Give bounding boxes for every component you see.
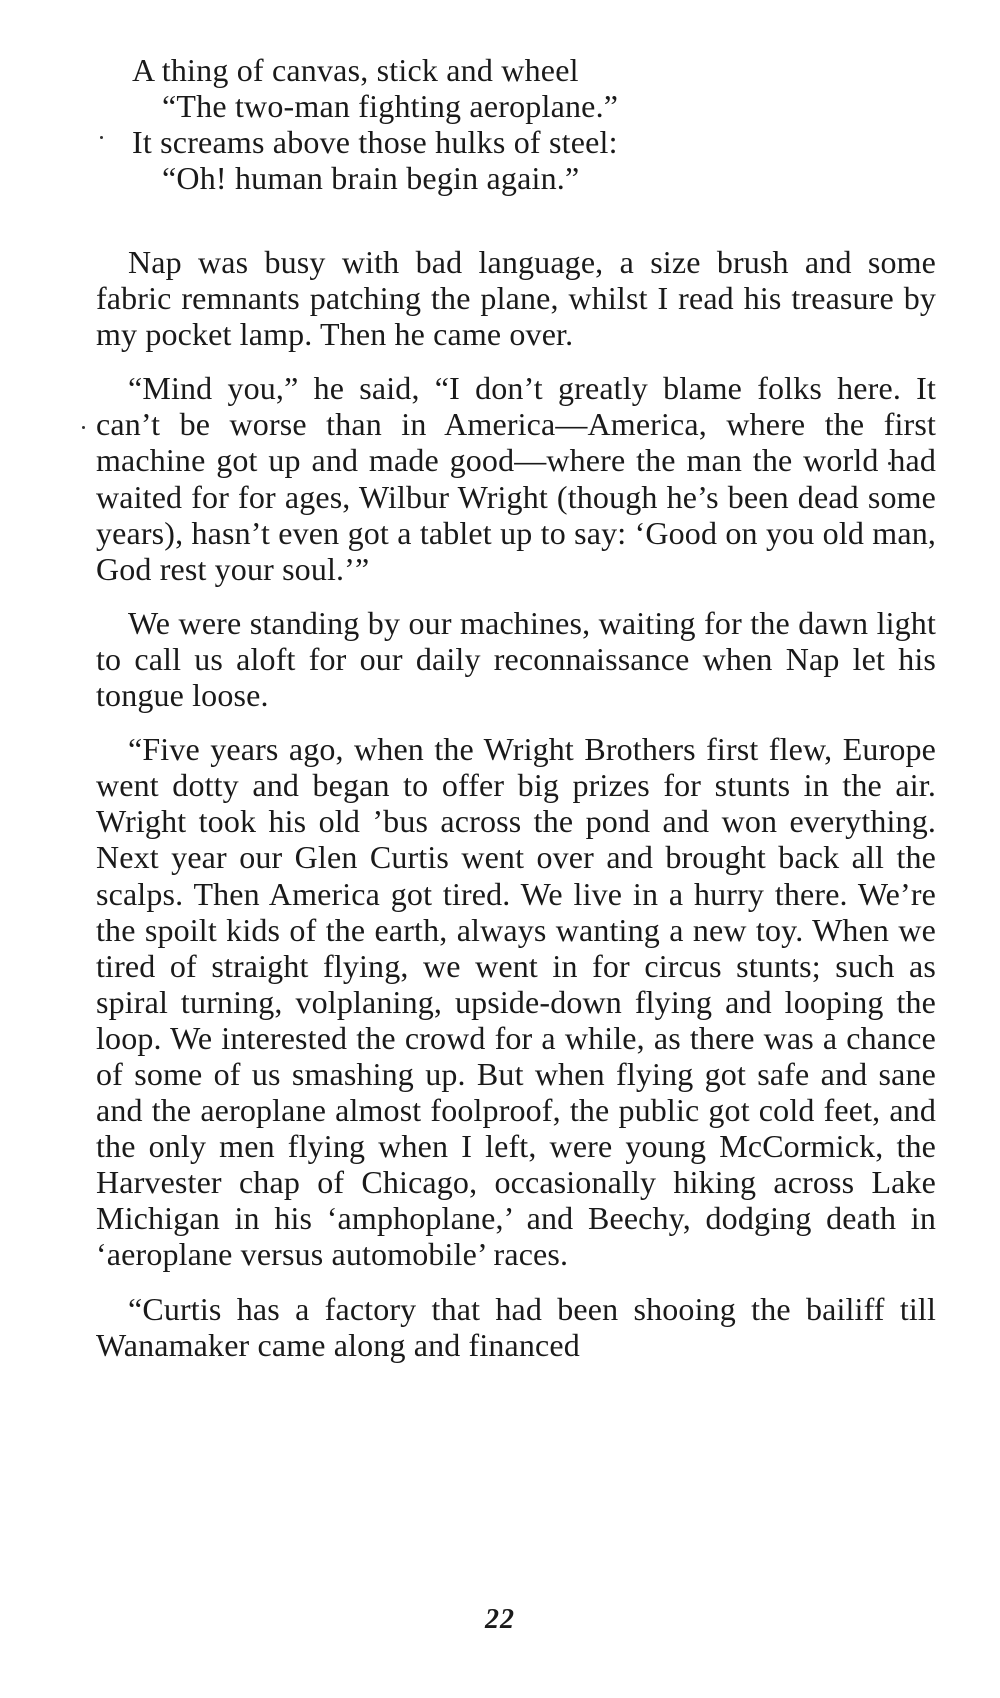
poem-line: “Oh! human brain begin again.” bbox=[162, 160, 580, 196]
poem-line: A thing of canvas, stick and wheel bbox=[132, 52, 579, 88]
poem-stanza bbox=[132, 52, 892, 196]
paragraph: Nap was busy with bad language, a size brush and some fabric remnants patching the plane, whilst I read his treasure by my pocket lamp. Then he came over. bbox=[96, 244, 936, 353]
paragraph: “Five years ago, when the Wright Brothers first flew, Europe went dotty and began to offer big prizes for stunts in the air. Wright took his old ’bus across the pond and won everything. Next year our Glen Curtis went over and brought back all the scalps. Then America got tired. We live in a hurry there. We’re the spoilt kids of the earth, always wanting a new toy. When we tired of straight flying, we went in for circus stunts; such as spiral turning, volplaning, upside-down flying and looping the loop. We interested the crowd for a while, as there was a chance of some of us smashing up. But when flying got safe and sane and the aeroplane almost foolproof, the public got cold feet, and the only men flying when I left, were young McCormick, the Harvester chap of Chicago, occasionally hiking across Lake Michigan in his ‘amphoplane,’ and Beechy, dodging death in ‘aeroplane versus automobile’ races. bbox=[96, 731, 936, 1273]
poem-line: It screams above those hulks of steel: bbox=[132, 124, 618, 160]
paragraph: “Curtis has a factory that had been shooing the bailiff till Wanamaker came along and financed bbox=[96, 1290, 936, 1363]
page-number: 22 bbox=[485, 1604, 515, 1635]
body-text bbox=[96, 244, 936, 1381]
paragraph: “Mind you,” he said, “I don’t greatly blame folks here. It can’t be worse than in America—America, where the first machine got up and made good—where the man the world had waited for for ages, Wilbur Wright (though he’s been dead some years), hasn’t even got a tablet up to say: ‘Good on you old man, God rest your soul.’” bbox=[96, 370, 936, 587]
print-speck bbox=[82, 426, 85, 429]
print-speck bbox=[100, 136, 103, 139]
poem-line: “The two-man fighting aeroplane.” bbox=[162, 88, 619, 124]
paragraph: We were standing by our machines, waiting for the dawn light to call us aloft for our daily reconnaissance when Nap let his tongue loose. bbox=[96, 604, 936, 714]
